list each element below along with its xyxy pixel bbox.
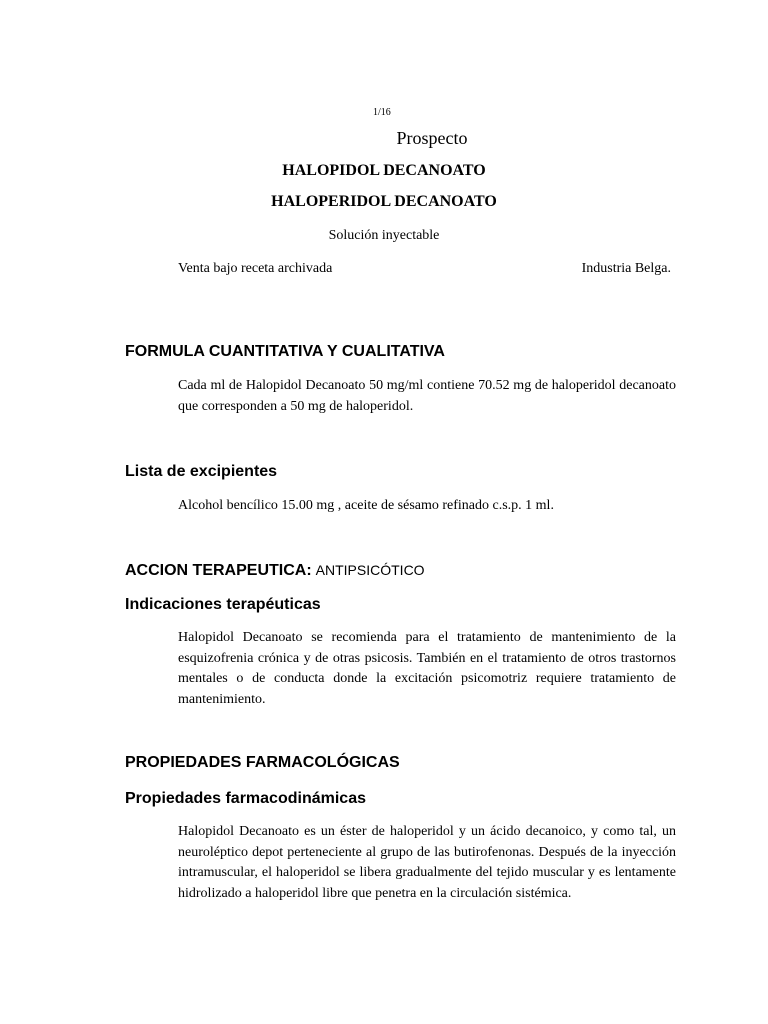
action-value: ANTIPSICÓTICO: [315, 562, 425, 578]
document-title: Prospecto: [396, 128, 468, 148]
formula-paragraph: Cada ml de Halopidol Decanoato 50 mg/ml contiene 70.52 mg de haloperidol decanoato que corresponden a 50 mg de haloperidol.: [178, 378, 676, 414]
pharmacological-heading: PROPIEDADES FARMACOLÓGICAS: [125, 754, 400, 771]
drug-name-generic: HALOPERIDOL DECANOATO: [271, 193, 497, 210]
indications-heading: Indicaciones terapéuticas: [125, 596, 321, 613]
pharmacodynamics-paragraph: Halopidol Decanoato es un éster de haloperidol y un ácido decanoico, y como tal, un neuroléptico depot perteneciente al grupo de las butirofenonas. Después de la inyección intramuscular, el haloperidol se libera gradualmente del tejido muscular y es lentamente hidrolizado a haloperidol libre que penetra en la circulación sistémica.: [178, 824, 676, 901]
pharmacodynamics-heading: Propiedades farmacodinámicas: [125, 790, 366, 807]
indications-paragraph: Halopidol Decanoato se recomienda para el tratamiento de mantenimiento de la esquizofrenia crónica y de otras psicosis. También en el tratamiento de otros trastornos mentales o de conducta donde la excitación psicomotriz requiere tratamiento de mantenimiento.: [178, 630, 676, 707]
formula-heading: FORMULA CUANTITATIVA Y CUALITATIVA: [125, 343, 445, 360]
origin-label: Industria Belga.: [581, 261, 671, 276]
page-number: 1/16: [373, 107, 391, 118]
action-heading-label: ACCION TERAPEUTICA:: [125, 562, 312, 579]
excipients-paragraph: Alcohol bencílico 15.00 mg , aceite de sésamo refinado c.s.p. 1 ml.: [178, 498, 554, 513]
action-heading: [125, 562, 425, 580]
sale-condition: Venta bajo receta archivada: [178, 261, 333, 276]
excipients-heading: Lista de excipientes: [125, 463, 278, 480]
drug-name-primary: HALOPIDOL DECANOATO: [282, 162, 486, 179]
dosage-form: Solución inyectable: [328, 228, 440, 243]
